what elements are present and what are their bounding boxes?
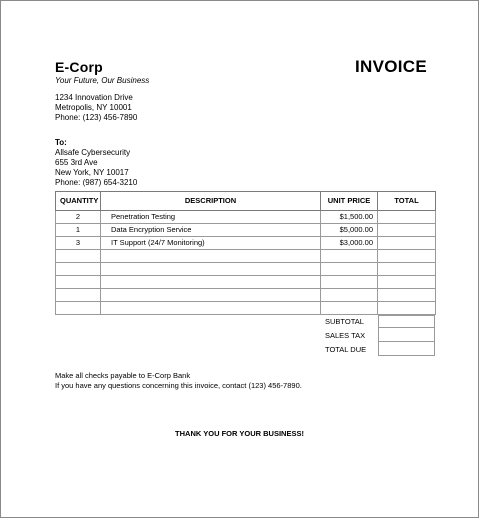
total-due-row <box>321 342 435 356</box>
row-quantity <box>56 289 101 302</box>
company-address <box>55 93 137 123</box>
row-unit-price: $3,000.00 <box>321 237 378 250</box>
subtotal-value <box>378 315 435 328</box>
row-description <box>101 289 321 302</box>
row-quantity: 3 <box>56 237 101 250</box>
row-description <box>101 302 321 315</box>
sales-tax-label: SALES TAX <box>325 330 366 340</box>
row-description <box>101 263 321 276</box>
bill-to-name: Allsafe Cybersecurity <box>55 148 131 157</box>
table-row <box>56 263 436 276</box>
line-items-table <box>55 191 436 315</box>
table-row <box>56 289 436 302</box>
row-total <box>378 237 436 250</box>
row-description <box>101 250 321 263</box>
table-row <box>56 250 436 263</box>
header-description: DESCRIPTION <box>101 192 321 211</box>
row-total <box>378 263 436 276</box>
bill-to-phone: Phone: (987) 654-3210 <box>55 178 138 187</box>
table-row <box>56 302 436 315</box>
row-unit-price <box>321 263 378 276</box>
table-row <box>56 237 436 250</box>
table-row <box>56 224 436 237</box>
bill-to-address <box>55 138 137 188</box>
row-total <box>378 276 436 289</box>
company-tagline: Your Future, Our Business <box>55 76 150 85</box>
row-unit-price <box>321 250 378 263</box>
sales-tax-value <box>378 328 435 342</box>
bill-to-address-line1: 655 3rd Ave <box>55 158 98 167</box>
row-unit-price: $5,000.00 <box>321 224 378 237</box>
row-total <box>378 289 436 302</box>
row-description: Data Encryption Service <box>101 224 321 237</box>
row-quantity <box>56 302 101 315</box>
row-description: IT Support (24/7 Monitoring) <box>101 237 321 250</box>
row-quantity: 2 <box>56 211 101 224</box>
row-unit-price <box>321 276 378 289</box>
row-total <box>378 224 436 237</box>
row-description <box>101 276 321 289</box>
invoice-summary <box>321 314 435 356</box>
company-phone: Phone: (123) 456-7890 <box>55 113 138 122</box>
table-row <box>56 211 436 224</box>
payment-notes <box>55 371 302 391</box>
total-due-label: TOTAL DUE <box>325 344 367 354</box>
table-row <box>56 276 436 289</box>
company-address-line1: 1234 Innovation Drive <box>55 93 133 102</box>
total-due-value <box>378 342 435 356</box>
row-quantity: 1 <box>56 224 101 237</box>
payment-note-line2: If you have any questions concerning this invoice, contact (123) 456-7890. <box>55 381 302 390</box>
bill-to-address-line2: New York, NY 10017 <box>55 168 129 177</box>
bill-to-label: To: <box>55 138 67 147</box>
subtotal-label: SUBTOTAL <box>325 316 364 326</box>
header-unit-price: UNIT PRICE <box>321 192 378 211</box>
row-quantity <box>56 263 101 276</box>
row-quantity <box>56 250 101 263</box>
document-title: INVOICE <box>355 57 428 76</box>
row-quantity <box>56 276 101 289</box>
payment-note-line1: Make all checks payable to E-Corp Bank <box>55 371 191 380</box>
row-total <box>378 211 436 224</box>
row-description: Penetration Testing <box>101 211 321 224</box>
header-quantity: QUANTITY <box>56 192 101 211</box>
company-name: E-Corp <box>55 59 103 75</box>
row-unit-price: $1,500.00 <box>321 211 378 224</box>
row-total <box>378 250 436 263</box>
row-unit-price <box>321 289 378 302</box>
table-header-row <box>56 192 436 211</box>
sales-tax-row <box>321 328 435 342</box>
subtotal-row <box>321 314 435 328</box>
row-total <box>378 302 436 315</box>
row-unit-price <box>321 302 378 315</box>
company-address-line2: Metropolis, NY 10001 <box>55 103 132 112</box>
thank-you-message: THANK YOU FOR YOUR BUSINESS! <box>175 429 304 438</box>
header-total: TOTAL <box>378 192 436 211</box>
